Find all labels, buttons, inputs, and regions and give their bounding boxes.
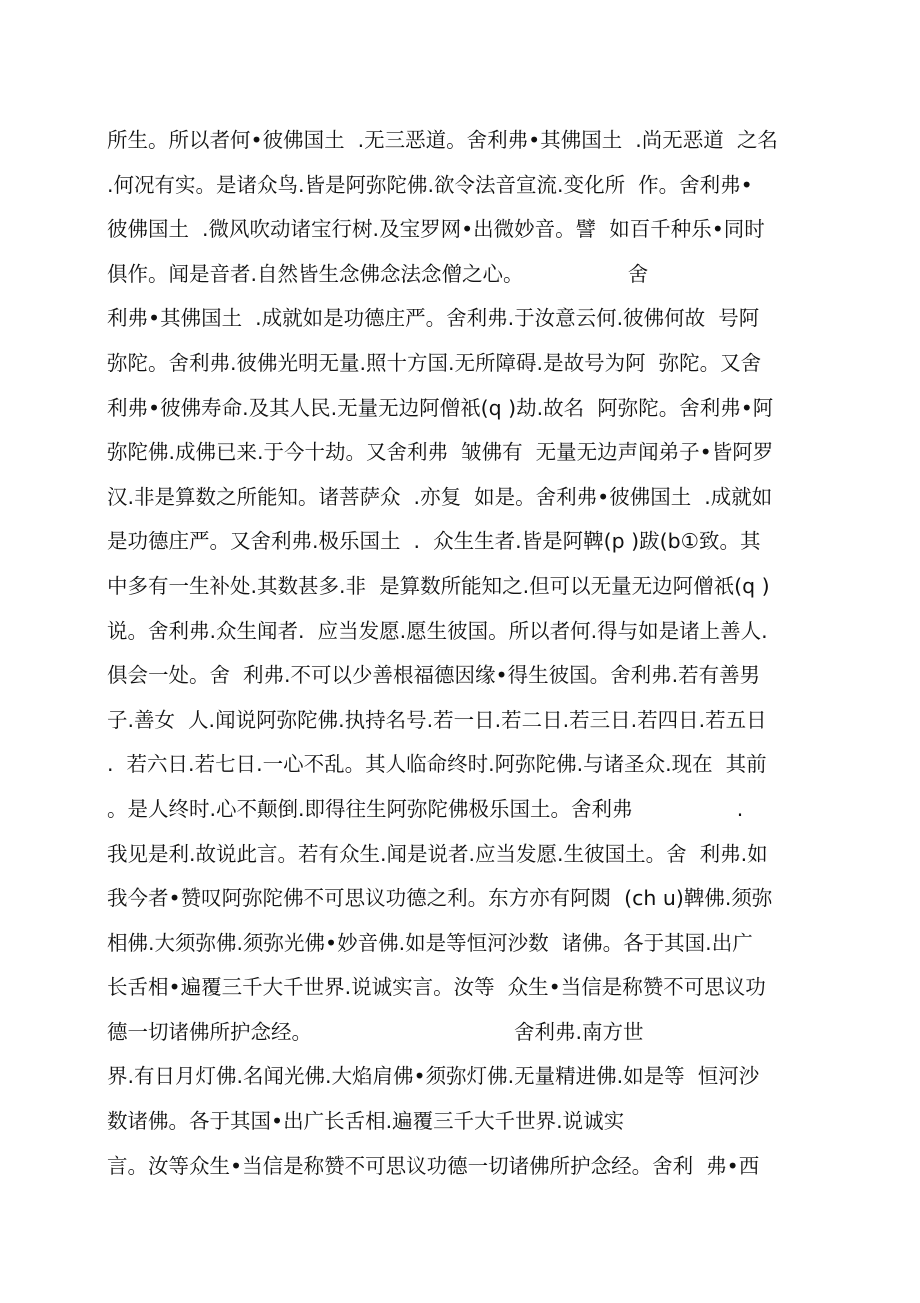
- text-line-24: 言。汝等众生•当信是称赞不可思议功德一切诸佛所护念经。舍利 弗•西: [107, 1153, 760, 1178]
- text-line-8: 弥陀佛.成佛已来.于今十劫。又舍利弗 皱佛有 无量无边声闻弟子•皆阿罗: [107, 440, 774, 465]
- text-line-19: 相佛.大须弥佛.须弥光佛•妙音佛.如是等恒河沙数 诸佛。各于其国.出广: [107, 930, 753, 955]
- text-line-15: . 若六日.若七日.一心不乱。其人临命终时.阿弥陀佛.与诸圣众.现在 其前: [107, 752, 767, 777]
- text-line-1: 所生。所以者何•彼佛国土 .无三恶道。舍利弗•其佛国土 .尚无恶道 之名: [107, 128, 778, 152]
- text-line-6: 弥陀。舍利弗.彼佛光明无量.照十方国.无所障碍.是故号为阿 弥陀。又舍: [107, 350, 762, 375]
- text-line-21: 德一切诸佛所护念经。 舍利弗.南方世: [107, 1019, 644, 1044]
- body-text: [107, 118, 807, 1188]
- text-line-2: .何况有实。是诸众鸟.皆是阿弥陀佛.欲令法音宣流.变化所 作。舍利弗•: [107, 172, 753, 197]
- text-line-5: 利弗•其佛国土 .成就如是功德庄严。舍利弗.于汝意云何.彼佛何故 号阿: [107, 306, 760, 331]
- text-line-23: 数诸佛。各于其国•出广长舌相.遍覆三千大千世界.说诚实: [107, 1109, 625, 1134]
- text-line-11: 中多有一生补处.其数甚多.非 是算数所能知之.但可以无量无边阿僧祇(q ): [107, 573, 770, 598]
- text-line-12: 说。舍利弗.众生闻者. 应当发愿.愿生彼国。所以者何.得与如是诸上善人.: [107, 618, 768, 643]
- text-line-20: 长舌相•遍覆三千大千世界.说诚实言。汝等 众生•当信是称赞不可思议功: [107, 975, 766, 1000]
- text-line-17: 我见是利.故说此言。若有众生.闻是说者.应当发愿.生彼国土。舍 利弗.如: [107, 841, 768, 866]
- text-line-18: 我今者•赞叹阿弥陀佛不可思议功德之利。东方亦有阿閦 (ch u)鞞佛.须弥: [107, 886, 773, 911]
- text-line-22: 界.有日月灯佛.名闻光佛.大焰肩佛•须弥灯佛.无量精进佛.如是等 恒河沙: [107, 1064, 760, 1089]
- text-line-13: 俱会一处。舍 利弗.不可以少善根福德因缘•得生彼国。舍利弗.若有善男: [107, 663, 761, 688]
- text-line-14: 子.善女 人.闻说阿弥陀佛.执持名号.若一日.若二日.若三日.若四日.若五日: [107, 707, 767, 732]
- text-line-10: 是功德庄严。又舍利弗.极乐国土 . 众生生者.皆是阿鞞(p )跋(b①致。其: [107, 529, 761, 554]
- text-line-7: 利弗•彼佛寿命.及其人民.无量无边阿僧祇(q )劫.故名 阿弥陀。舍利弗•阿: [107, 395, 774, 420]
- text-line-3: 彼佛国土 .微风吹动诸宝行树.及宝罗网•出微妙音。譬 如百千种乐•同时: [107, 217, 765, 242]
- text-line-9: 汉.非是算数之所能知。诸菩萨众 .亦复 如是。舍利弗•彼佛国土 .成就如: [107, 484, 773, 509]
- text-line-16: 。是人终时.心不颠倒.即得往生阿弥陀佛极乐国土。舍利弗 .: [107, 796, 744, 821]
- text-line-4: 俱作。闻是音者.自然皆生念佛念法念僧之心。 舍: [107, 261, 649, 286]
